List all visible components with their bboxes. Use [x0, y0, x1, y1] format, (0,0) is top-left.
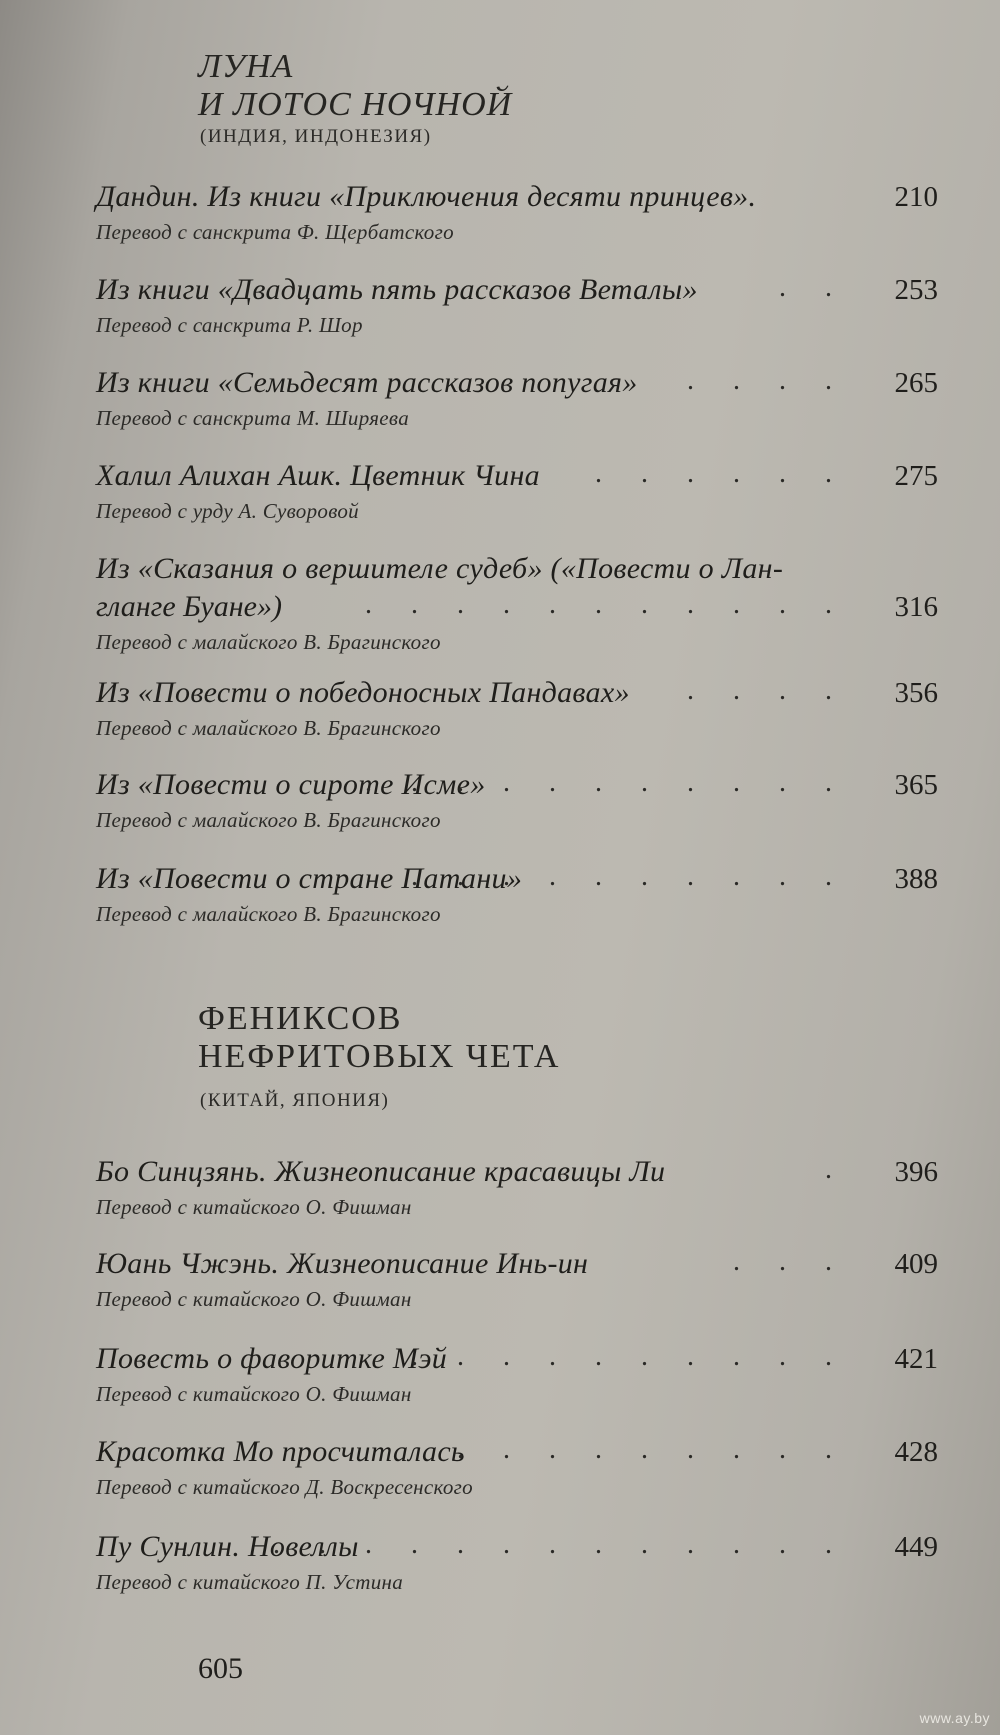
leader-dots: . . . . . . . . . . [411, 861, 848, 892]
entry-page-number: 409 [894, 1248, 938, 1280]
entry-title-row [96, 1153, 938, 1191]
leader-dots: . . . . [687, 365, 848, 396]
entry-title: Из книги «Семьдесят рассказов попугая» [96, 366, 638, 399]
toc-entry[interactable] [96, 674, 938, 742]
entry-page-number: 388 [894, 863, 938, 895]
entry-title: Юань Чжэнь. Жизнеописание Инь-ин [96, 1247, 589, 1280]
entry-page-number: 356 [894, 677, 938, 709]
leader-dots: . . . . [687, 675, 848, 706]
entry-translator: Перевод с санскрита Ф. Щербатского [96, 220, 454, 244]
leader-dots: . . . [733, 1246, 848, 1277]
leader-dots: . . . . . . . . . . . [365, 589, 848, 620]
entry-title: Халил Алихан Ашк. Цветник Чина [96, 459, 540, 492]
entry-page-number: 365 [894, 769, 938, 801]
entry-title: Красотка Мо просчиталась [96, 1435, 465, 1468]
entry-title: Дандин. Из книги «Приключения десяти принцев». [96, 180, 757, 213]
toc-entry[interactable] [96, 1245, 938, 1313]
leader-dots: . . . . . . . . . . . [365, 767, 848, 798]
section-title-line1: ЛУНА [198, 48, 294, 85]
entry-translator: Перевод с китайского П. Устина [96, 1570, 404, 1594]
entry-translator: Перевод с китайского Д. Воскресенского [96, 1475, 473, 1499]
entry-translator: Перевод с санскрита М. Ширяева [96, 406, 409, 430]
entry-title: Пу Сунлин. Новеллы [96, 1530, 359, 1563]
entry-page-number: 428 [894, 1436, 938, 1468]
toc-entry[interactable] [96, 271, 938, 339]
entry-page-number: 265 [894, 367, 938, 399]
toc-entry[interactable] [96, 860, 938, 928]
entry-title: Повесть о фаворитке Мэй [96, 1342, 448, 1375]
toc-entry[interactable] [96, 766, 938, 834]
entry-title: Бо Синцзянь. Жизнеописание красавицы Ли [96, 1155, 666, 1188]
leader-dots: . . . . . . [595, 458, 848, 489]
section-title-line2: НЕФРИТОВЫХ ЧЕТА [198, 1038, 561, 1075]
entry-page-number: 316 [894, 591, 938, 623]
entry-translator: Перевод с санскрита Р. Шор [96, 313, 363, 337]
entry-title-row [96, 550, 938, 626]
entry-translator: Перевод с малайского В. Брагинского [96, 630, 441, 654]
entry-title-row [96, 271, 938, 309]
entry-title: Из «Повести о стране Патани» [96, 862, 523, 895]
watermark-text: www.ay.by [919, 1710, 990, 1726]
entry-translator: Перевод с малайского В. Брагинского [96, 716, 441, 740]
entry-page-number: 210 [894, 181, 938, 213]
toc-entry[interactable] [96, 364, 938, 432]
toc-entry[interactable] [96, 550, 938, 656]
section-region-china: (КИТАЙ, ЯПОНИЯ) [200, 1090, 390, 1111]
toc-entry[interactable] [96, 1340, 938, 1408]
entry-title-row [96, 1340, 938, 1378]
entry-translator: Перевод с китайского О. Фишман [96, 1382, 412, 1406]
entry-page-number: 253 [894, 274, 938, 306]
leader-dots: . . [779, 272, 848, 303]
section-region-india: (ИНДИЯ, ИНДОНЕЗИЯ) [200, 126, 432, 147]
leader-dots: . . . . . . . . . . [411, 1341, 848, 1372]
entry-translator: Перевод с китайского О. Фишман [96, 1287, 412, 1311]
entry-title-row [96, 766, 938, 804]
entry-title-row [96, 1245, 938, 1283]
entry-title-row [96, 178, 938, 216]
entry-title-row [96, 1433, 938, 1471]
entry-page-number: 275 [894, 460, 938, 492]
entry-translator: Перевод с малайского В. Брагинского [96, 902, 441, 926]
section-title-india [198, 48, 512, 124]
entry-page-number: 449 [894, 1531, 938, 1563]
entry-title: Из «Повести о сироте Исме» [96, 768, 486, 801]
toc-entry[interactable] [96, 1433, 938, 1501]
entry-page-number: 396 [894, 1156, 938, 1188]
entry-title: Из «Сказания о вершителе судеб» («Повести о Лан- [96, 552, 784, 585]
leader-dots: . . . . . . . . . [457, 1434, 848, 1465]
page-number-footer: 605 [198, 1652, 243, 1685]
toc-entry[interactable] [96, 178, 938, 246]
toc-entry[interactable] [96, 1528, 938, 1596]
leader-dots: . [825, 1154, 848, 1185]
entry-title-row [96, 1528, 938, 1566]
entry-translator: Перевод с урду А. Суворовой [96, 499, 359, 523]
toc-entry[interactable] [96, 1153, 938, 1221]
entry-title: Из «Повести о победоносных Пандавах» [96, 676, 630, 709]
section-title-line1: ФЕНИКСОВ [198, 1000, 403, 1037]
entry-title-row [96, 457, 938, 495]
entry-translator: Перевод с малайского В. Брагинского [96, 808, 441, 832]
leader-dots: . . . . . . . . . . . . . [273, 1529, 848, 1560]
section-title-china [198, 1000, 560, 1076]
entry-title-line2: гланге Буане») [96, 590, 282, 623]
entry-title: Из книги «Двадцать пять рассказов Веталы» [96, 273, 698, 306]
entry-translator: Перевод с китайского О. Фишман [96, 1195, 412, 1219]
section-title-line2: И ЛОТОС НОЧНОЙ [198, 86, 513, 123]
entry-title-row [96, 364, 938, 402]
entry-title-row [96, 860, 938, 898]
entry-title-row [96, 674, 938, 712]
toc-entry[interactable] [96, 457, 938, 525]
entry-page-number: 421 [894, 1343, 938, 1375]
